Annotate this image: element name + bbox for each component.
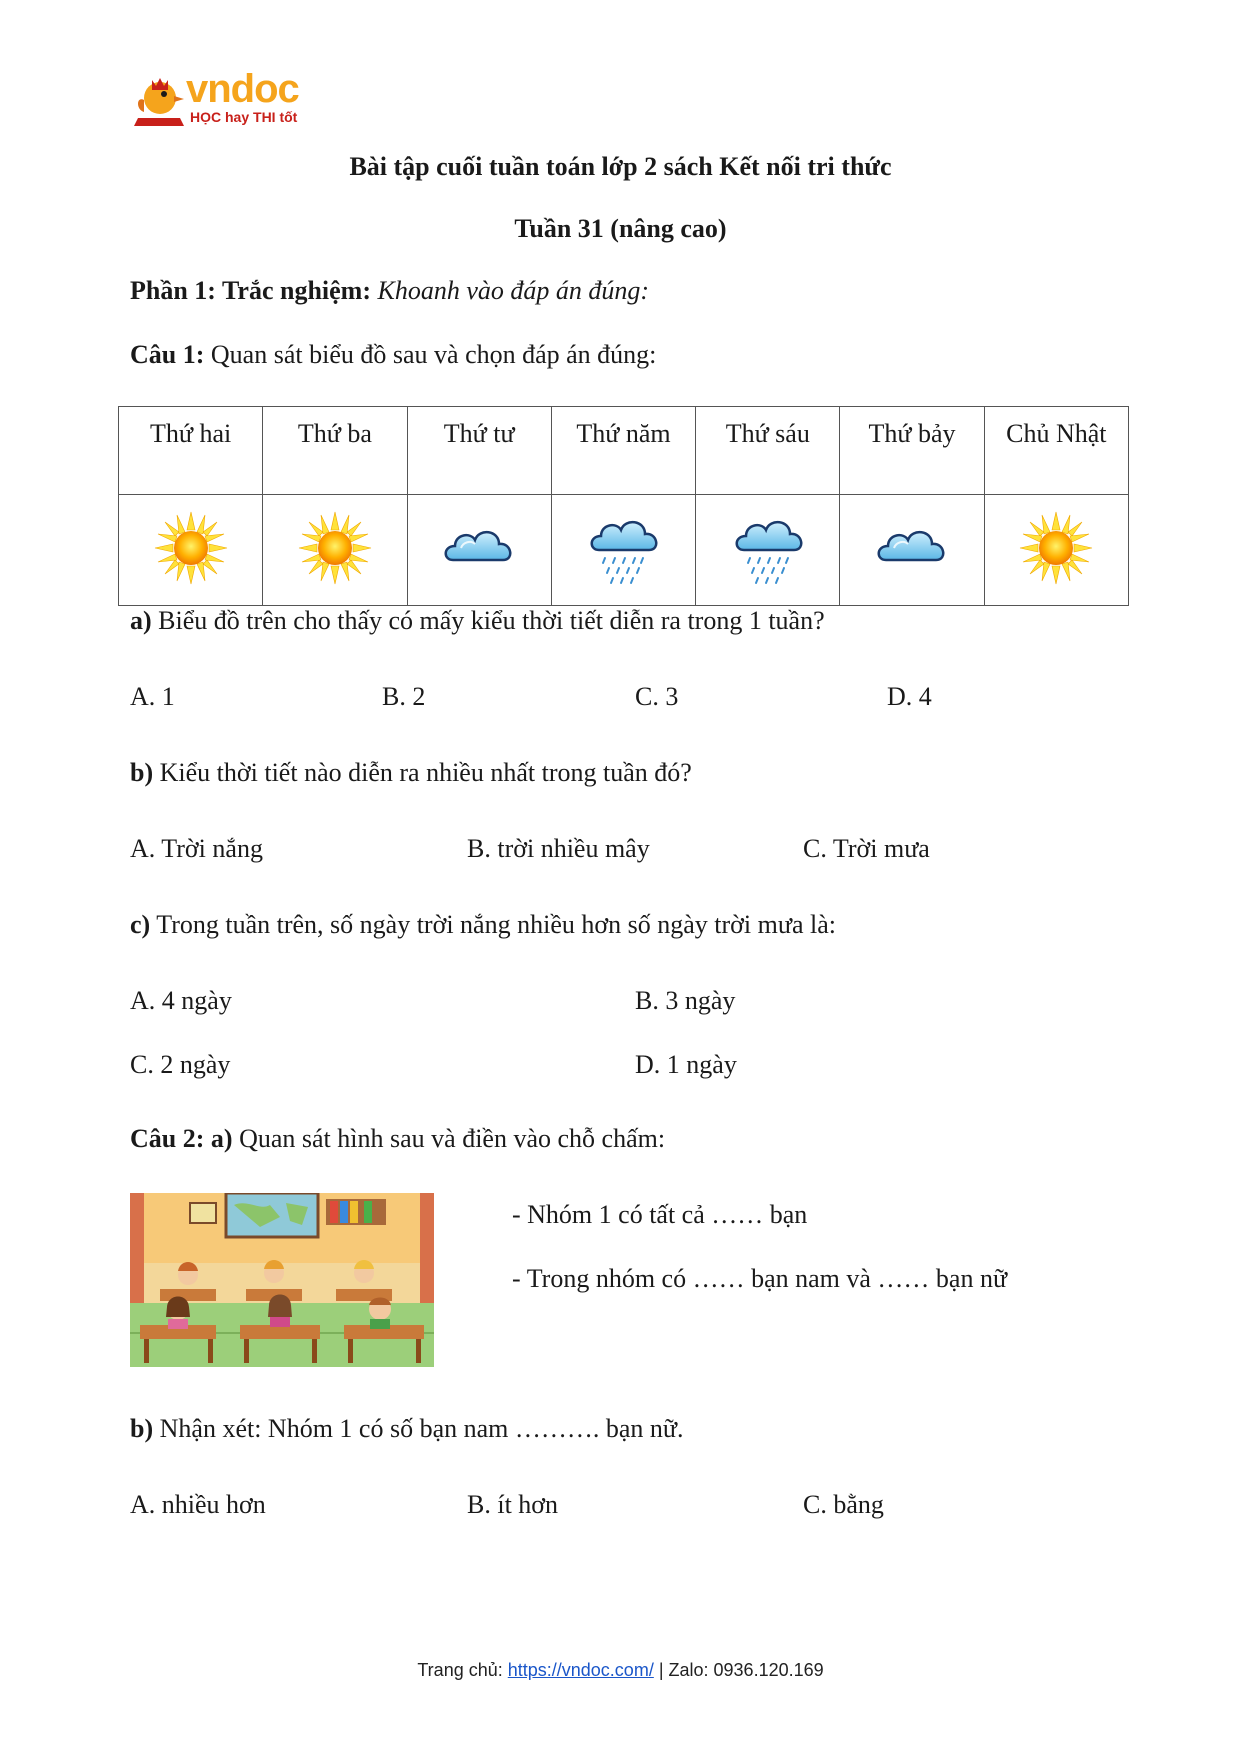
q1c-option-c[interactable]: C. 2 ngày (130, 1050, 231, 1079)
q1c-option-d[interactable]: D. 1 ngày (635, 1050, 737, 1079)
q2a-text: Quan sát hình sau và điền vào chỗ chấm: (239, 1124, 666, 1153)
part1-label: Phần 1: Trắc nghiệm: (130, 276, 371, 305)
q2a-label: a) (210, 1124, 233, 1153)
weather-day-row (119, 407, 1129, 495)
cloud-icon (872, 508, 952, 588)
q1a-option-a[interactable]: A. 1 (130, 682, 175, 711)
q2-label: Câu 2: (130, 1124, 205, 1153)
q1b-option-a[interactable]: A. Trời nắng (130, 834, 263, 863)
day-cell: Thứ bảy (840, 407, 984, 495)
document-title: Bài tập cuối tuần toán lớp 2 sách Kết nối tri thức (349, 152, 892, 181)
sun-icon (295, 508, 375, 588)
q1c-option-b[interactable]: B. 3 ngày (635, 986, 736, 1015)
q2b-text: Nhận xét: Nhóm 1 có số bạn nam ………. bạn nữ. (159, 1414, 684, 1443)
q1-prompt: Quan sát biểu đồ sau và chọn đáp án đúng: (210, 340, 657, 369)
day-cell: Thứ tư (407, 407, 551, 495)
footer-homepage-link[interactable]: https://vndoc.com/ (507, 1660, 654, 1680)
day-cell: Chủ Nhật (984, 407, 1128, 495)
q2b-option-a[interactable]: A. nhiều hơn (130, 1490, 266, 1519)
q1b-option-b[interactable]: B. trời nhiều mây (467, 834, 650, 863)
q2b-question (130, 1414, 684, 1444)
weather-chart-table (118, 406, 1129, 606)
part1-heading (130, 276, 649, 306)
q1b-option-c[interactable]: C. Trời mưa (803, 834, 930, 863)
q1c-label: c) (130, 910, 151, 939)
q1a-label: a) (130, 606, 152, 635)
logo-wordmark: vndoc (186, 67, 299, 111)
q2-heading (130, 1124, 665, 1154)
q1c-option-a[interactable]: A. 4 ngày (130, 986, 232, 1015)
day-cell: Thứ hai (119, 407, 263, 495)
weather-cell (984, 495, 1128, 606)
rain-icon (728, 508, 808, 588)
q1b-text: Kiểu thời tiết nào diễn ra nhiều nhất trong tuần đó? (159, 758, 692, 787)
cloud-icon (439, 508, 519, 588)
weather-cell (407, 495, 551, 606)
q2b-option-b[interactable]: B. ít hơn (467, 1490, 559, 1519)
q1b-question (130, 758, 692, 788)
day-cell: Thứ năm (551, 407, 695, 495)
classroom-illustration (130, 1193, 434, 1367)
rooster-mascot-icon (130, 70, 188, 130)
weather-icon-row (119, 495, 1129, 606)
weather-cell (119, 495, 263, 606)
q1a-text: Biểu đồ trên cho thấy có mấy kiểu thời tiết diễn ra trong 1 tuần? (158, 606, 825, 635)
q1-label: Câu 1: (130, 340, 205, 369)
page-footer (0, 1660, 1241, 1681)
part1-instruction: Khoanh vào đáp án đúng: (377, 276, 650, 305)
q1a-question (130, 606, 825, 636)
footer-zalo: | Zalo: 0936.120.169 (653, 1660, 824, 1680)
weather-cell (696, 495, 840, 606)
q1b-label: b) (130, 758, 154, 787)
q1-heading (130, 340, 656, 370)
vndoc-logo (130, 66, 310, 130)
q1c-question (130, 910, 836, 940)
q1c-text: Trong tuần trên, số ngày trời nắng nhiều hơn số ngày trời mưa là: (156, 910, 836, 939)
day-cell: Thứ ba (263, 407, 407, 495)
weather-cell (840, 495, 984, 606)
q1a-option-b[interactable]: B. 2 (382, 682, 426, 711)
logo-slogan: HỌC hay THI tốt (190, 109, 298, 125)
sun-icon (151, 508, 231, 588)
q1a-option-c[interactable]: C. 3 (635, 682, 679, 711)
weather-cell (263, 495, 407, 606)
q2b-label: b) (130, 1414, 154, 1443)
classroom-image (130, 1193, 434, 1367)
q2-fill-line-2: - Trong nhóm có …… bạn nam và …… bạn nữ (512, 1264, 1008, 1293)
q2b-option-c[interactable]: C. bằng (803, 1490, 884, 1519)
weather-cell (551, 495, 695, 606)
sun-icon (1016, 508, 1096, 588)
q1a-option-d[interactable]: D. 4 (887, 682, 932, 711)
document-subtitle: Tuần 31 (nâng cao) (514, 214, 727, 243)
day-cell: Thứ sáu (696, 407, 840, 495)
q2-fill-line-1: - Nhóm 1 có tất cả …… bạn (512, 1200, 808, 1229)
footer-prefix: Trang chủ: (417, 1660, 508, 1680)
rain-icon (583, 508, 663, 588)
